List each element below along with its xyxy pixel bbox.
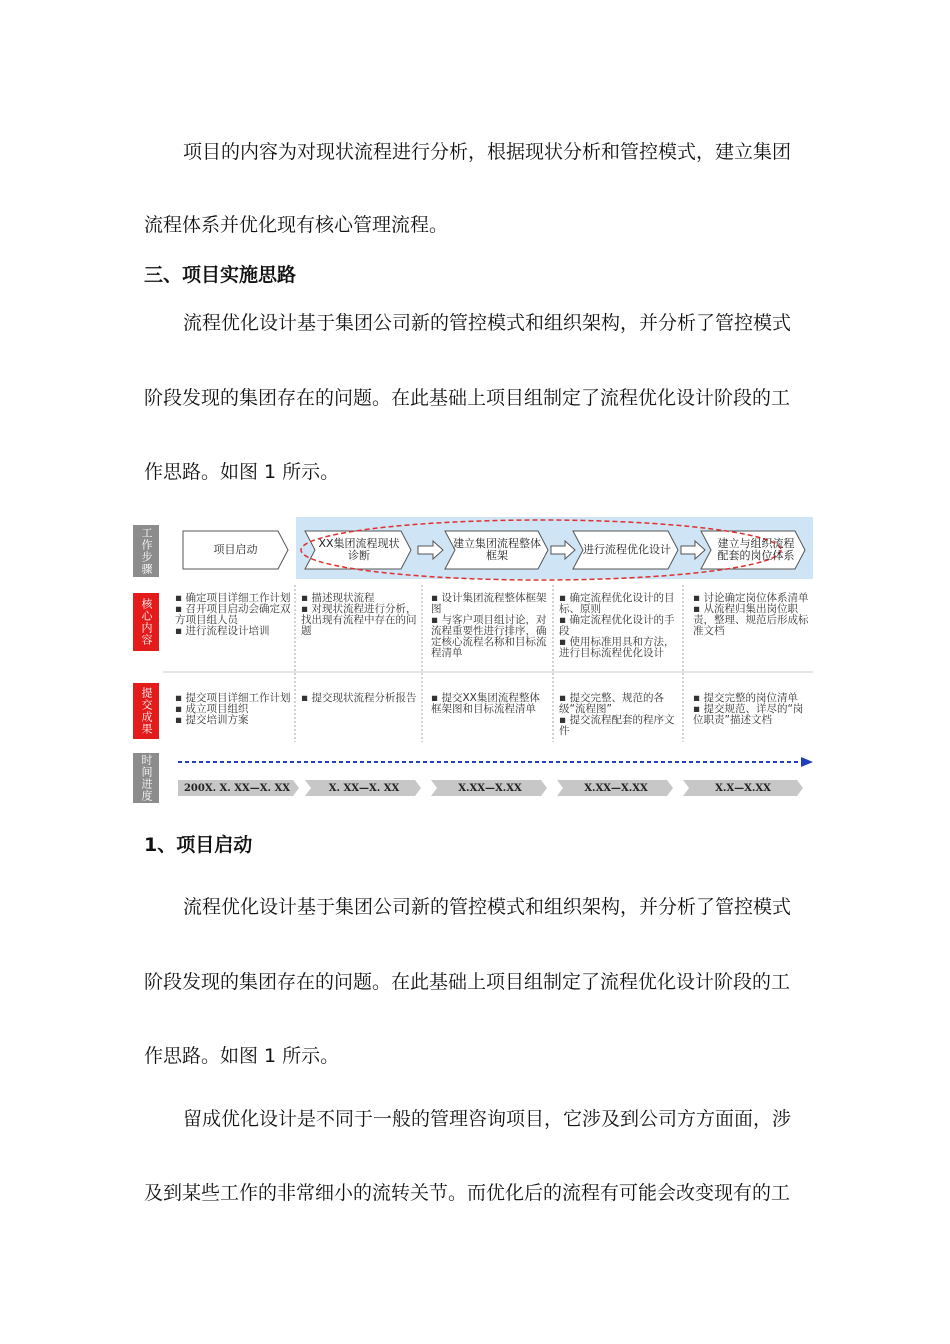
timeline-label-5: X.X—X.XX xyxy=(715,782,771,794)
core-content-col-4: ▪ 确定流程优化设计的目标、原则 ▪ 确定流程优化设计的手段 ▪ 使用标准用具和方法，进行目标流程优化设计 xyxy=(559,592,675,659)
core-content-col-5: ▪ 讨论确定岗位体系清单 ▪ 从流程归集出岗位职责，整理、规范后形成标准文档 xyxy=(693,592,809,637)
paragraph-2-line-2: 阶段发现的集团存在的问题。在此基础上项目组制定了流程优化设计阶段的工 xyxy=(144,387,791,409)
core-content-col-3: ▪ 设计集团流程整体框架图 ▪ 与客户项目组讨论，对流程重要性进行排序，确定核心流程名称和目标流程清单 xyxy=(431,592,547,659)
row-label-steps: 工作步骤 xyxy=(133,525,159,577)
connector-arrow-2 xyxy=(551,541,575,559)
paragraph-3-line-2: 阶段发现的集团存在的问题。在此基础上项目组制定了流程优化设计阶段的工 xyxy=(144,971,791,993)
paragraph-3-line-1: 流程优化设计基于集团公司新的管控模式和组织架构，并分析了管控模式 xyxy=(183,896,792,918)
row-label-deliver: 提交成果 xyxy=(133,683,159,739)
core-content-col-2: ▪ 描述现状流程 ▪ 对现状流程进行分析，找出现有流程中存在的问题 xyxy=(301,592,417,637)
step-3-label: 建立集团流程整体框架 xyxy=(453,537,541,562)
row-label-time: 时间进度 xyxy=(133,753,159,803)
deliverables-col-3: ▪ 提交XX集团流程整体框架图和目标流程清单 xyxy=(431,692,540,715)
timeline-label-4: X.XX—X.XX xyxy=(584,782,648,794)
paragraph-2-line-1: 流程优化设计基于集团公司新的管控模式和组织架构，并分析了管控模式 xyxy=(183,312,792,334)
connector-arrow-3 xyxy=(681,541,705,559)
deliverables-col-5: ▪ 提交完整的岗位清单 ▪ 提交规范、详尽的“岗位职责”描述文档 xyxy=(693,692,804,726)
step-1-label: 项目启动 xyxy=(213,543,258,556)
deliverables-col-2: ▪ 提交现状流程分析报告 xyxy=(301,692,417,704)
step-2-label: XX集团流程现状诊断 xyxy=(318,537,400,562)
timeline-arrowhead xyxy=(801,757,813,767)
timeline-label-2: X. XX—X. XX xyxy=(328,782,400,794)
deliverables-col-4: ▪ 提交完整、规范的各级“流程图” ▪ 提交流程配套的程序文件 xyxy=(559,692,675,737)
step-4-label: 进行流程优化设计 xyxy=(583,543,671,556)
connector-arrow-1 xyxy=(418,541,443,559)
paragraph-2-line-3: 作思路。如图 1 所示。 xyxy=(144,461,340,483)
timeline-label-3: X.XX—X.XX xyxy=(458,782,522,794)
paragraph-1-line-2: 流程体系并优化现有核心管理流程。 xyxy=(144,214,449,236)
row-label-core: 核心内容 xyxy=(133,593,159,651)
paragraph-4-line-2: 及到某些工作的非常细小的流转关节。而优化后的流程有可能会改变现有的工 xyxy=(144,1182,791,1204)
deliverables-col-1: ▪ 提交项目详细工作计划 ▪ 成立项目组织 ▪ 提交培训方案 xyxy=(175,692,291,726)
workflow-figure xyxy=(133,517,813,807)
paragraph-3-line-3: 作思路。如图 1 所示。 xyxy=(144,1045,340,1067)
subsection-1-heading: 1、项目启动 xyxy=(144,834,253,856)
paragraph-1-line-1: 项目的内容为对现状流程进行分析，根据现状分析和管控模式，建立集团 xyxy=(183,141,792,163)
step-5-label: 建立与组织流程配套的岗位体系 xyxy=(717,537,795,562)
section-3-heading: 三、项目实施思路 xyxy=(144,264,297,286)
paragraph-4-line-1: 留成优化设计是不同于一般的管理咨询项目，它涉及到公司方方面面，涉 xyxy=(183,1108,792,1130)
core-content-col-1: ▪ 确定项目详细工作计划 ▪ 召开项目启动会确定双方项目组人员 ▪ 进行流程设计培训 xyxy=(175,592,291,637)
timeline-label-1: 200X. X. XX—X. XX xyxy=(183,782,291,794)
